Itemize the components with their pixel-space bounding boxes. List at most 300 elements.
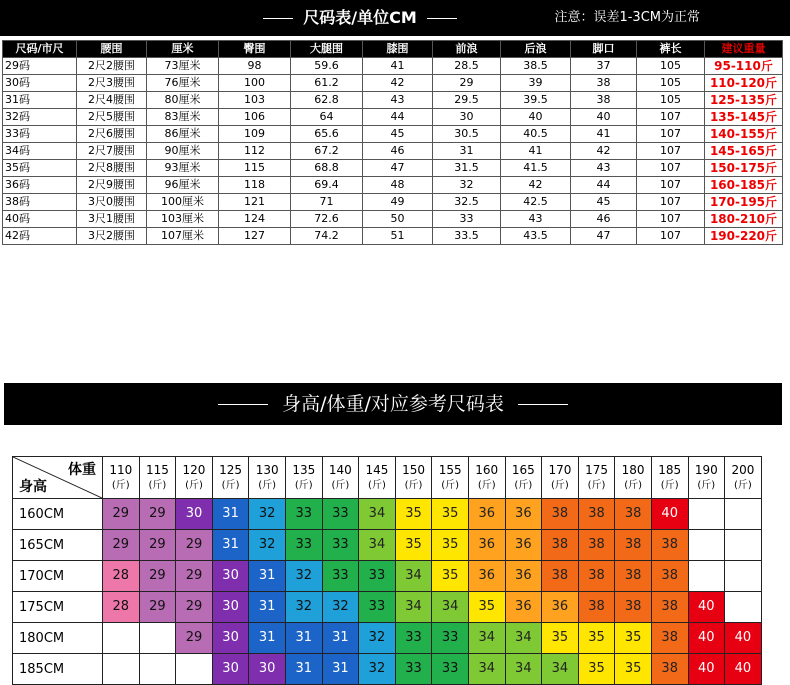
size-grid-cell	[432, 499, 469, 530]
recommended-size: 33	[332, 568, 349, 583]
size-cell: 41.5	[501, 160, 571, 177]
size-cell: 42	[571, 143, 637, 160]
recommended-size: 40	[698, 661, 715, 676]
recommended-size: 36	[551, 599, 569, 614]
size-cell: 69.4	[291, 177, 363, 194]
recommended-size: 40	[661, 506, 678, 521]
size-grid-cell	[651, 623, 688, 654]
recommended-size: 35	[405, 537, 422, 552]
size-cell: 135-145斤	[705, 109, 783, 126]
recommended-size: 31	[332, 630, 349, 645]
size-header-5: 膝围	[363, 41, 433, 58]
size-grid-cell	[468, 530, 505, 561]
size-cell: 38	[571, 75, 637, 92]
size-grid-cell	[542, 530, 579, 561]
weight-value: 170	[548, 462, 572, 477]
size-cell: 107	[637, 143, 705, 160]
size-cell: 67.2	[291, 143, 363, 160]
recommended-size: 36	[515, 506, 532, 521]
size-cell: 43	[501, 211, 571, 228]
recommended-size: 34	[478, 630, 495, 645]
size-cell: 121	[219, 194, 291, 211]
size-cell: 103厘米	[147, 211, 219, 228]
recommended-size: 31	[295, 661, 313, 676]
size-cell: 2尺4腰围	[77, 92, 147, 109]
size-cell: 127	[219, 228, 291, 245]
recommended-size: 29	[112, 537, 130, 552]
size-grid-cell	[651, 592, 688, 623]
size-grid-cell	[322, 530, 359, 561]
recommended-size: 29	[185, 630, 203, 645]
size-cell: 36码	[3, 177, 77, 194]
size-cell: 2尺7腰围	[77, 143, 147, 160]
weight-header-115	[139, 457, 176, 499]
recommended-size: 38	[551, 537, 569, 552]
size-grid-cell	[249, 530, 286, 561]
size-cell: 190-220斤	[705, 228, 783, 245]
recommended-size: 34	[441, 599, 459, 614]
size-cell: 42	[501, 177, 571, 194]
size-cell: 42码	[3, 228, 77, 245]
weight-value: 135	[292, 462, 316, 477]
recommended-size: 32	[258, 506, 276, 521]
weight-value: 185	[658, 462, 682, 477]
size-grid-cell	[212, 499, 249, 530]
size-cell: 40.5	[501, 126, 571, 143]
recommended-size: 32	[368, 661, 386, 676]
size-grid-cell	[395, 499, 432, 530]
recommended-size: 31	[258, 630, 276, 645]
size-grid-cell	[688, 561, 725, 592]
size-grid-cell	[139, 623, 176, 654]
recommended-size: 33	[332, 537, 349, 552]
size-cell: 100	[219, 75, 291, 92]
size-table	[2, 40, 783, 245]
size-grid-cell	[322, 623, 359, 654]
size-grid-cell	[542, 592, 579, 623]
size-grid-cell	[615, 561, 652, 592]
weight-value: 130	[255, 462, 279, 477]
size-cell: 160-185斤	[705, 177, 783, 194]
size-chart-banner	[0, 0, 790, 36]
size-cell: 2尺3腰围	[77, 75, 147, 92]
size-header-4: 大腿围	[291, 41, 363, 58]
size-cell: 125-135斤	[705, 92, 783, 109]
size-cell: 107厘米	[147, 228, 219, 245]
size-grid-cell	[505, 623, 542, 654]
size-grid-cell	[615, 530, 652, 561]
size-grid-cell	[725, 499, 762, 530]
size-grid-cell	[249, 561, 286, 592]
size-grid-cell	[139, 592, 176, 623]
size-cell: 2尺5腰围	[77, 109, 147, 126]
size-cell: 29	[433, 75, 501, 92]
recommended-size: 34	[551, 661, 569, 676]
size-cell: 107	[637, 109, 705, 126]
size-cell: 46	[363, 143, 433, 160]
recommended-size: 31	[222, 506, 239, 521]
recommended-size: 34	[405, 568, 422, 583]
size-grid-cell	[432, 530, 469, 561]
size-cell: 65.6	[291, 126, 363, 143]
size-cell: 73厘米	[147, 58, 219, 75]
recommended-size: 34	[515, 661, 532, 676]
size-cell: 3尺1腰围	[77, 211, 147, 228]
size-header-1: 腰围	[77, 41, 147, 58]
size-cell: 38码	[3, 194, 77, 211]
size-cell: 38	[571, 92, 637, 109]
recommended-size: 33	[368, 568, 386, 583]
size-cell: 33	[433, 211, 501, 228]
banner-dash-left	[218, 404, 268, 405]
size-cell: 32	[433, 177, 501, 194]
size-cell: 2尺9腰围	[77, 177, 147, 194]
recommended-size: 38	[624, 537, 642, 552]
size-grid-cell	[139, 561, 176, 592]
size-grid-cell	[615, 499, 652, 530]
size-cell: 106	[219, 109, 291, 126]
size-grid-cell	[285, 530, 322, 561]
size-cell: 40	[571, 109, 637, 126]
weight-unit: (斤)	[148, 479, 167, 491]
size-grid-cell	[285, 592, 322, 623]
weight-header-145	[359, 457, 396, 499]
weight-value: 160	[475, 462, 499, 477]
size-grid-cell	[468, 499, 505, 530]
size-grid-cell	[725, 561, 762, 592]
size-grid-cell	[505, 561, 542, 592]
size-cell: 42	[363, 75, 433, 92]
size-grid-cell	[542, 623, 579, 654]
recommended-size: 38	[588, 568, 605, 583]
size-cell: 31码	[3, 92, 77, 109]
size-grid-cell	[468, 623, 505, 654]
recommended-size: 35	[551, 630, 569, 645]
size-grid-cell	[578, 499, 615, 530]
size-grid-cell	[688, 530, 725, 561]
size-cell: 150-175斤	[705, 160, 783, 177]
recommended-size: 30	[222, 599, 239, 614]
recommended-size: 38	[624, 506, 642, 521]
recommended-size: 40	[698, 599, 715, 614]
weight-value: 150	[402, 462, 425, 477]
size-cell: 31	[433, 143, 501, 160]
recommended-size: 38	[661, 568, 678, 583]
size-grid-cell	[212, 561, 249, 592]
size-cell: 140-155斤	[705, 126, 783, 143]
weight-header-125	[212, 457, 249, 499]
recommended-size: 36	[478, 506, 495, 521]
size-cell: 40	[501, 109, 571, 126]
weight-unit: (斤)	[624, 479, 643, 491]
weight-unit: (斤)	[258, 479, 277, 491]
size-grid-cell	[285, 623, 322, 654]
size-cell: 42.5	[501, 194, 571, 211]
recommended-size: 31	[332, 661, 349, 676]
weight-header-185	[651, 457, 688, 499]
size-row	[3, 194, 783, 211]
weight-value: 145	[365, 462, 389, 477]
size-grid-cell	[322, 592, 359, 623]
size-grid-cell	[395, 530, 432, 561]
size-cell: 47	[363, 160, 433, 177]
weight-unit: (斤)	[514, 479, 533, 491]
height-weight-title: 身高/体重/对应参考尺码表	[282, 393, 504, 415]
size-cell: 98	[219, 58, 291, 75]
size-grid-cell	[542, 561, 579, 592]
size-grid-cell	[395, 561, 432, 592]
size-grid-cell	[651, 530, 688, 561]
size-grid-cell	[578, 561, 615, 592]
size-cell: 37	[571, 58, 637, 75]
height-row	[13, 499, 762, 530]
size-cell: 76厘米	[147, 75, 219, 92]
size-cell: 45	[363, 126, 433, 143]
size-cell: 107	[637, 160, 705, 177]
size-cell: 96厘米	[147, 177, 219, 194]
weight-unit: (斤)	[733, 479, 752, 491]
size-row	[3, 160, 783, 177]
size-cell: 105	[637, 75, 705, 92]
recommended-size: 36	[478, 537, 495, 552]
size-grid-cell	[103, 499, 140, 530]
recommended-size: 38	[551, 568, 569, 583]
recommended-size: 32	[332, 599, 349, 614]
weight-unit: (斤)	[441, 479, 460, 491]
weight-value: 165	[511, 462, 535, 477]
recommended-size: 34	[368, 506, 386, 521]
size-cell: 34码	[3, 143, 77, 160]
recommended-size: 38	[588, 506, 605, 521]
weight-value: 120	[182, 462, 206, 477]
size-grid-cell	[395, 592, 432, 623]
size-cell: 110-120斤	[705, 75, 783, 92]
weight-unit: (斤)	[587, 479, 606, 491]
size-grid-cell	[249, 499, 286, 530]
recommended-size: 30	[258, 661, 276, 676]
size-cell: 43	[571, 160, 637, 177]
recommended-size: 38	[551, 506, 569, 521]
size-header-9: 裤长	[637, 41, 705, 58]
size-cell: 50	[363, 211, 433, 228]
weight-header-180	[615, 457, 652, 499]
size-row	[3, 75, 783, 92]
recommended-size: 36	[515, 599, 532, 614]
size-grid-cell	[103, 530, 140, 561]
size-header-6: 前浪	[433, 41, 501, 58]
weight-header-row	[13, 457, 762, 499]
size-cell: 64	[291, 109, 363, 126]
recommended-size: 38	[661, 630, 678, 645]
size-grid-cell	[468, 592, 505, 623]
size-table-header	[3, 41, 783, 58]
size-cell: 3尺2腰围	[77, 228, 147, 245]
size-grid-cell	[212, 592, 249, 623]
tolerance-note: 注意：误差1-3CM为正常	[554, 10, 700, 25]
recommended-size: 32	[258, 537, 276, 552]
size-grid-cell	[359, 530, 396, 561]
recommended-size: 38	[661, 537, 678, 552]
size-cell: 62.8	[291, 92, 363, 109]
size-row	[3, 58, 783, 75]
size-grid-cell	[505, 592, 542, 623]
size-cell: 32.5	[433, 194, 501, 211]
recommended-size: 31	[258, 599, 276, 614]
size-cell: 40码	[3, 211, 77, 228]
size-cell: 72.6	[291, 211, 363, 228]
size-grid-cell	[578, 623, 615, 654]
weight-header-175	[578, 457, 615, 499]
weight-value: 180	[621, 462, 645, 477]
size-cell: 100厘米	[147, 194, 219, 211]
size-cell: 95-110斤	[705, 58, 783, 75]
size-grid-cell	[615, 592, 652, 623]
size-cell: 59.6	[291, 58, 363, 75]
size-cell: 180-210斤	[705, 211, 783, 228]
recommended-size: 36	[515, 568, 532, 583]
recommended-size: 38	[624, 599, 642, 614]
recommended-size: 33	[295, 537, 313, 552]
recommended-size: 35	[588, 661, 605, 676]
size-row	[3, 143, 783, 160]
recommended-size: 29	[185, 568, 203, 583]
size-cell: 41	[501, 143, 571, 160]
weight-unit: (斤)	[404, 479, 423, 491]
size-grid-cell	[103, 561, 140, 592]
size-grid-cell	[725, 592, 762, 623]
size-grid-cell	[176, 530, 213, 561]
weight-value: 175	[585, 462, 608, 477]
size-cell: 105	[637, 92, 705, 109]
size-grid-cell	[725, 623, 762, 654]
size-header-3: 臀围	[219, 41, 291, 58]
recommended-size: 35	[624, 661, 642, 676]
recommended-size: 32	[295, 599, 313, 614]
recommended-size: 29	[112, 506, 130, 521]
recommended-size: 38	[624, 568, 642, 583]
size-grid-cell	[285, 561, 322, 592]
size-cell: 48	[363, 177, 433, 194]
height-row	[13, 530, 762, 561]
size-cell: 107	[637, 228, 705, 245]
size-grid-cell	[176, 561, 213, 592]
recommended-size: 34	[515, 630, 532, 645]
weight-header-160	[468, 457, 505, 499]
size-grid-cell	[688, 592, 725, 623]
size-cell: 105	[637, 58, 705, 75]
size-grid-cell	[359, 623, 396, 654]
size-cell: 93厘米	[147, 160, 219, 177]
size-grid-cell	[688, 623, 725, 654]
height-label: 175CM	[13, 592, 103, 623]
recommended-size: 31	[222, 537, 239, 552]
size-cell: 107	[637, 194, 705, 211]
size-grid-cell	[249, 623, 286, 654]
size-header-8: 脚口	[571, 41, 637, 58]
recommended-size: 35	[441, 568, 459, 583]
recommended-size: 28	[112, 568, 130, 583]
size-cell: 44	[363, 109, 433, 126]
size-cell: 107	[637, 177, 705, 194]
height-row	[13, 623, 762, 654]
grid-corner	[13, 457, 103, 499]
recommended-size: 29	[149, 568, 166, 583]
size-grid-cell	[651, 499, 688, 530]
size-cell: 112	[219, 143, 291, 160]
size-cell: 31.5	[433, 160, 501, 177]
recommended-size: 29	[149, 506, 166, 521]
size-row	[3, 177, 783, 194]
size-cell: 80厘米	[147, 92, 219, 109]
size-row	[3, 228, 783, 245]
height-label: 180CM	[13, 623, 103, 654]
recommended-size: 30	[185, 506, 203, 521]
recommended-size: 33	[441, 630, 459, 645]
size-header-7: 后浪	[501, 41, 571, 58]
banner-dash-right	[518, 404, 568, 405]
size-cell: 44	[571, 177, 637, 194]
recommended-size: 28	[112, 599, 130, 614]
size-cell: 41	[363, 58, 433, 75]
weight-header-135	[285, 457, 322, 499]
size-cell: 35码	[3, 160, 77, 177]
weight-header-110	[103, 457, 140, 499]
size-grid-cell	[285, 499, 322, 530]
size-grid-cell	[139, 499, 176, 530]
recommended-size: 30	[222, 630, 239, 645]
title-dash-right	[427, 18, 457, 19]
size-cell: 33码	[3, 126, 77, 143]
size-cell: 43	[363, 92, 433, 109]
size-cell: 107	[637, 211, 705, 228]
size-cell: 29码	[3, 58, 77, 75]
height-label: 160CM	[13, 499, 103, 530]
size-cell: 145-165斤	[705, 143, 783, 160]
size-grid-cell	[505, 499, 542, 530]
title-dash-left	[263, 18, 293, 19]
recommended-size: 29	[185, 599, 203, 614]
weight-unit: (斤)	[551, 479, 569, 491]
recommended-size: 34	[405, 599, 422, 614]
corner-height-label: 身高	[19, 479, 47, 495]
size-grid-cell	[432, 592, 469, 623]
size-grid-cell	[651, 561, 688, 592]
height-weight-grid	[12, 456, 762, 685]
recommended-size: 40	[734, 630, 752, 645]
weight-header-170	[542, 457, 579, 499]
weight-unit: (斤)	[368, 479, 386, 491]
size-grid-cell	[432, 561, 469, 592]
weight-header-155	[432, 457, 469, 499]
size-cell: 2尺6腰围	[77, 126, 147, 143]
recommended-size: 35	[588, 630, 605, 645]
size-row	[3, 126, 783, 143]
size-cell: 39	[501, 75, 571, 92]
size-cell: 30码	[3, 75, 77, 92]
size-grid-cell	[139, 530, 176, 561]
size-cell: 28.5	[433, 58, 501, 75]
size-header-0: 尺码/市尺	[3, 41, 77, 58]
size-grid-cell	[322, 499, 359, 530]
size-grid-cell	[578, 530, 615, 561]
size-grid-cell	[542, 499, 579, 530]
weight-value: 115	[145, 462, 169, 477]
size-chart-title-text: 尺码表/单位CM	[303, 8, 417, 27]
size-cell: 45	[571, 194, 637, 211]
weight-value: 200	[731, 462, 755, 477]
size-cell: 51	[363, 228, 433, 245]
size-cell: 32码	[3, 109, 77, 126]
